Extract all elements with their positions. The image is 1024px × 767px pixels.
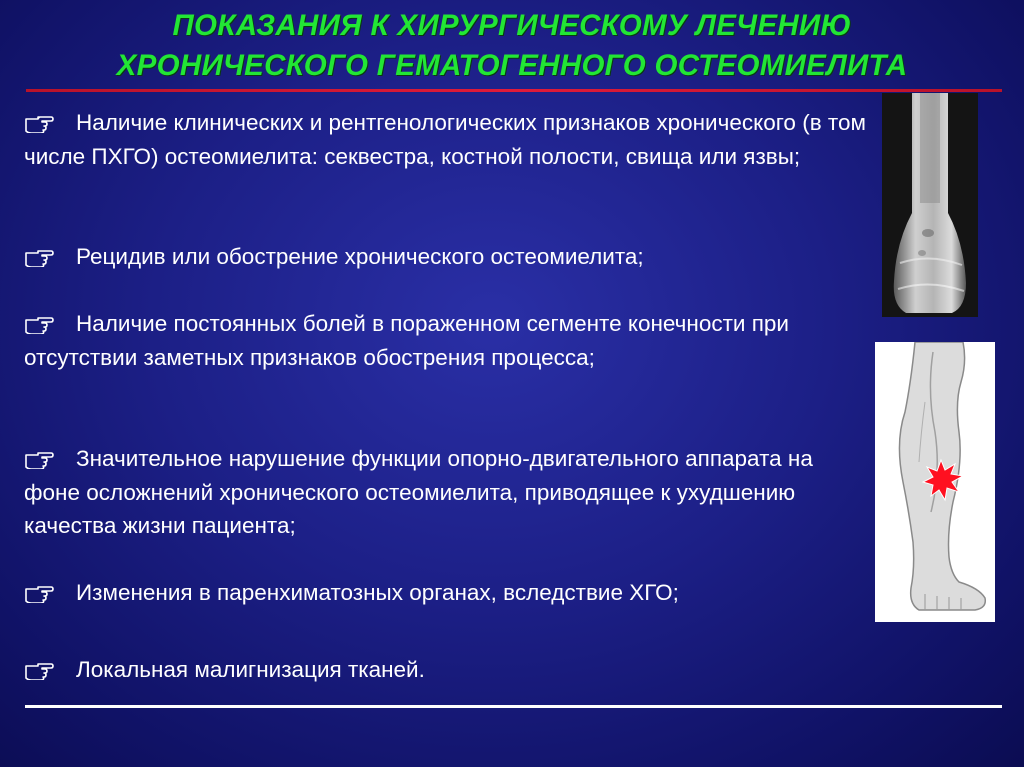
slide-title-line-1: ПОКАЗАНИЯ К ХИРУРГИЧЕСКОМУ ЛЕЧЕНИЮ — [172, 9, 852, 42]
pointing-hand-icon — [24, 314, 54, 334]
bottom-divider — [25, 705, 1002, 708]
list-item-text: Рецидив или обострение хронического остеомиелита; — [76, 244, 644, 269]
slide-title-line-2: ХРОНИЧЕСКОГО ГЕМАТОГЕННОГО ОСТЕОМИЕЛИТА — [116, 49, 908, 82]
list-item — [24, 307, 874, 374]
list-item — [24, 442, 874, 543]
list-item — [24, 576, 874, 610]
list-item — [24, 240, 874, 274]
xray-image — [882, 93, 978, 317]
list-item-text: Наличие постоянных болей в пораженном сегменте конечности при отсутствии заметных признаков обострения процесса; — [24, 311, 789, 370]
list-item — [24, 653, 874, 687]
list-item-text: Наличие клинических и рентгенологических признаков хронического (в том числе ПХГО) остеомиелита: секвестра, костной полости, свища или язвы; — [24, 110, 866, 169]
list-item-text: Значительное нарушение функции опорно-двигательного аппарата на фоне осложнений хронического остеомиелита, приводящее к ухудшению качества жизни пациента; — [24, 446, 813, 538]
pointing-hand-icon — [24, 449, 54, 469]
list-item-text: Изменения в паренхиматозных органах, вследствие ХГО; — [76, 580, 679, 605]
pointing-hand-icon — [24, 583, 54, 603]
leg-drawing — [875, 342, 995, 622]
slide-title — [0, 6, 1024, 86]
pointing-hand-icon — [24, 113, 54, 133]
xray-bone-drawing — [882, 93, 978, 317]
title-divider — [26, 89, 1002, 92]
list-item — [24, 106, 874, 173]
pointing-hand-icon — [24, 660, 54, 680]
list-item-text: Локальная малигнизация тканей. — [76, 657, 425, 682]
leg-illustration — [875, 342, 995, 622]
pointing-hand-icon — [24, 247, 54, 267]
